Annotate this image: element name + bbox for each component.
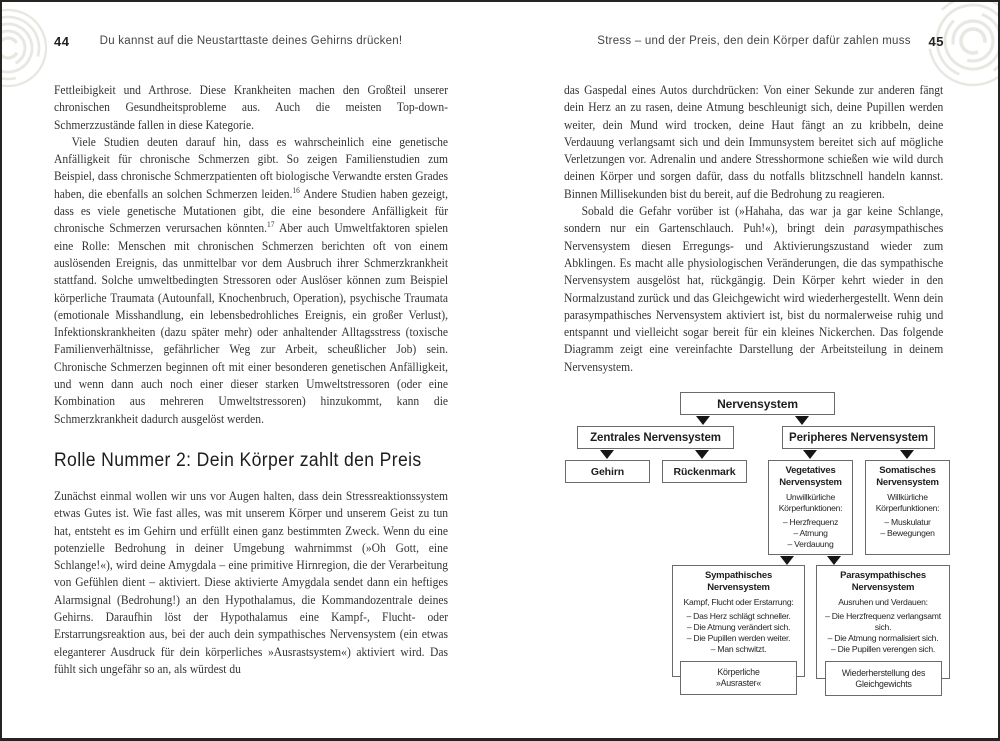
box-list-item: – Die Atmung verändert sich. <box>686 622 791 633</box>
box-list-item: – Die Pupillen verengen sich. <box>830 644 936 655</box>
box-subtitle: Willkürliche Körperfunktionen: <box>875 492 940 514</box>
arrow-down-icon <box>600 450 614 459</box>
box-list-item: – Die Pupillen werden weiter. <box>686 633 791 644</box>
arrow-down-icon <box>696 416 710 425</box>
running-title-right: Stress – und der Preis, den dein Körper dafür zahlen muss <box>597 35 911 47</box>
page-number-right: 45 <box>928 34 944 49</box>
box-title: Sympathisches Nervensystem <box>704 570 773 593</box>
paragraph <box>54 134 448 428</box>
arrow-down-icon <box>795 416 809 425</box>
paragraph-text: Andere Studien haben gezeigt, dass es viele genetische Mutationen gibt, die eine besondere Anfälligkeit für chronische Schmerzen verursachen könnten. <box>54 186 449 236</box>
diagram-box-somatisches-nervensystem <box>865 460 950 555</box>
paragraph-text: Viele Studien deuten darauf hin, dass es wahrscheinlich eine genetische Anfälligkeit für chronische Schmerzen gibt. So zeigen Familienstudien zum Beispiel, dass chronische Schmerzpatienten oft biologische Verwandte ersten Grades haben, die ebenfalls an solchen Schmerzen leiden. <box>54 134 449 201</box>
paragraph-text: Aber auch Umweltfaktoren spielen eine Rolle: Menschen mit chronischen Schmerzen berichten oft von einem auslösenden Ereignis, das unmittelbar vor dem Ausbruch ihrer Schmerzkrankheit stattfand. Solche umweltbedingten Stressoren oder Auslöser können zum Beispiel körperliche Traumata (Autounfall, Knochenbruch, Operation), psychische Traumata (emotionale Misshandlung, ein lebensbedrohliches Ereignis, ein großer Verlust), Infektionskrankheiten (dazu später mehr) oder anhaltender Alltagsstress (toxische Familienverhältnisse, gefährlicher Weg zur Arbeit, scheußlicher Job) sein. Chronische Schmerzen beginnen oft mit einer besonderen genetischen Anfälligkeit, und wenn dann auch noch einer dieser starken Umweltstressoren (oder eine Kombination aus mehreren Umweltstressoren) hinzukommt, kann die Schmerzkrankheit dadurch ausgelöst werden. <box>54 221 449 426</box>
box-list-item: – Die Atmung normalisiert sich. <box>827 633 939 644</box>
diagram-box-vegetatives-nervensystem <box>768 460 853 555</box>
diagram-box-koerperliche-ausraster: Körperliche »Ausraster« <box>680 661 797 695</box>
footnote-ref-16: 16 <box>292 185 300 195</box>
arrow-down-icon <box>827 556 841 565</box>
box-list-item: – Atmung <box>793 528 828 539</box>
arrow-down-icon <box>900 450 914 459</box>
box-list-item: – Verdauung <box>787 539 834 550</box>
box-title: Parasympathisches Nervensystem <box>840 570 926 593</box>
arrow-down-icon <box>803 450 817 459</box>
box-list-item: – Man schwitzt. <box>710 644 767 655</box>
box-title: Somatisches Nervensystem <box>876 465 939 488</box>
nervous-system-diagram <box>564 389 952 705</box>
paragraph-text: Sobald die Gefahr vorüber ist (»Hahaha, das war ja gar keine Schlange, sondern nur ein Gartenschlauch. Puh!«), bringt dein <box>564 204 944 236</box>
page-header-right <box>564 35 944 53</box>
right-page-column <box>564 82 952 705</box>
diagram-box-nervensystem: Nervensystem <box>680 392 835 415</box>
section-heading: Rolle Nummer 2: Dein Körper zahlt den Preis <box>54 449 422 471</box>
box-list-item: – Das Herz schlägt schneller. <box>686 611 791 622</box>
paragraph: Zunächst einmal wollen wir uns vor Augen halten, dass dein Stressreaktionssystem etwas Gutes ist. Wie fast alles, was mit unserem Körper und unserem Geist zu tun hat, entsteht es im Gehirn und erfüllt einen ganz bestimmten Zweck. Wenn du eine potenzielle Bedrohung in deiner Umgebung wahrnimmst (»Oh Gott, eine Schlange!«), wird deine Amygdala – eine primitive Hirnregion, die der Verarbeitung von Gefühlen dient – aktiviert. Diese aktivierte Amygdala sendet dann ein heftiges Alarmsignal (Bedrohung!) an den Hypothalamus, die Kommandozentrale deines Gehirns. Daraufhin löst der Hypothalamus eine Kampf-, Flucht- oder Erstarrungsreaktion aus, bei der auch dein sympathisches Nervensystem (ein etwas eleganterer Ausdruck für dein körperliches »Ausrastsystem«) aktiviert wird. Das fühlt sich ungefähr so an, als würdest du <box>54 488 449 676</box>
diagram-box-wiederherstellung-gleichgewicht: Wiederherstellung des Gleichgewichts <box>825 661 942 696</box>
box-list-item: – Muskulatur <box>884 517 931 528</box>
page-number-left: 44 <box>54 34 70 49</box>
diagram-box-gehirn: Gehirn <box>565 460 650 483</box>
box-list-item: – Herzfrequenz <box>782 517 839 528</box>
arrow-down-icon <box>695 450 709 459</box>
box-subtitle: Kampf, Flucht oder Erstarrung: <box>683 597 794 608</box>
footnote-ref-17: 17 <box>267 220 275 230</box>
diagram-box-zentrales-nervensystem: Zentrales Nervensystem <box>577 426 734 449</box>
left-page-text-column <box>54 82 448 678</box>
running-title-left: Du kannst auf die Neustarttaste deines Gehirns drücken! <box>99 35 403 47</box>
diagram-box-rueckenmark: Rückenmark <box>662 460 747 483</box>
box-list-item: – Die Herzfrequenz verlangsamt sich. <box>825 611 941 633</box>
right-page-text-column <box>564 82 943 376</box>
paragraph: das Gaspedal eines Autos durchdrücken: Von einer Sekunde zur anderen fängt dein Herz an zu rasen, deine Atmung beschleunigt sich, deine Pupillen werden weiter, dein Mund wird trocken, deine Haut fängt an zu kribbeln, deine Verdauung verlangsamt sich und dein Immunsystem bereitet sich auf mögliche Verletzungen vor. Adrenalin und andere Stresshormone schießen wie wild durch deinen Körper und sorgen dafür, dass du notfalls blitzschnell handeln kannst. Binnen Millisekunden bist du bereit, auf die Bedrohung zu reagieren. <box>564 83 944 201</box>
box-subtitle: Unwillkürliche Körperfunktionen: <box>778 492 843 514</box>
paragraph: Fettleibigkeit und Arthrose. Diese Krankheiten machen den Großteil unserer chronischen Gesundheitsprobleme aus. Auch die meisten Top-down-Schmerzzustände fallen in diese Kategorie. <box>54 83 449 132</box>
diagram-box-peripheres-nervensystem: Peripheres Nervensystem <box>782 426 935 449</box>
arrow-down-icon <box>780 556 794 565</box>
paragraph-text: sympathisches Nervensystem diesen Erregungs- und Aktivierungszustand wieder zum Abklingen. Es macht alle physiologischen Veränderungen, die das sympathische Nervensystem ausgelöst hat, rückgängig. Dein Körper kehrt wieder in den Normalzustand zurück und das Gleichgewicht wird wiederhergestellt. Wenn dein parasympathisches Nervensystem aktiviert ist, bist du normalerweise ruhig und entspannt und vielleicht sogar bereit für ein kleines Nickerchen. Das folgende Diagramm zeigt eine vereinfachte Darstellung der Arbeitsteilung in deinem Nervensystem. <box>564 221 944 374</box>
box-list-item: – Bewegungen <box>880 528 935 539</box>
page-header-left <box>54 35 448 53</box>
italic-text: para <box>853 221 876 236</box>
box-title: Vegetatives Nervensystem <box>779 465 842 488</box>
paragraph <box>564 203 943 376</box>
box-subtitle: Ausruhen und Verdauen: <box>838 597 928 608</box>
